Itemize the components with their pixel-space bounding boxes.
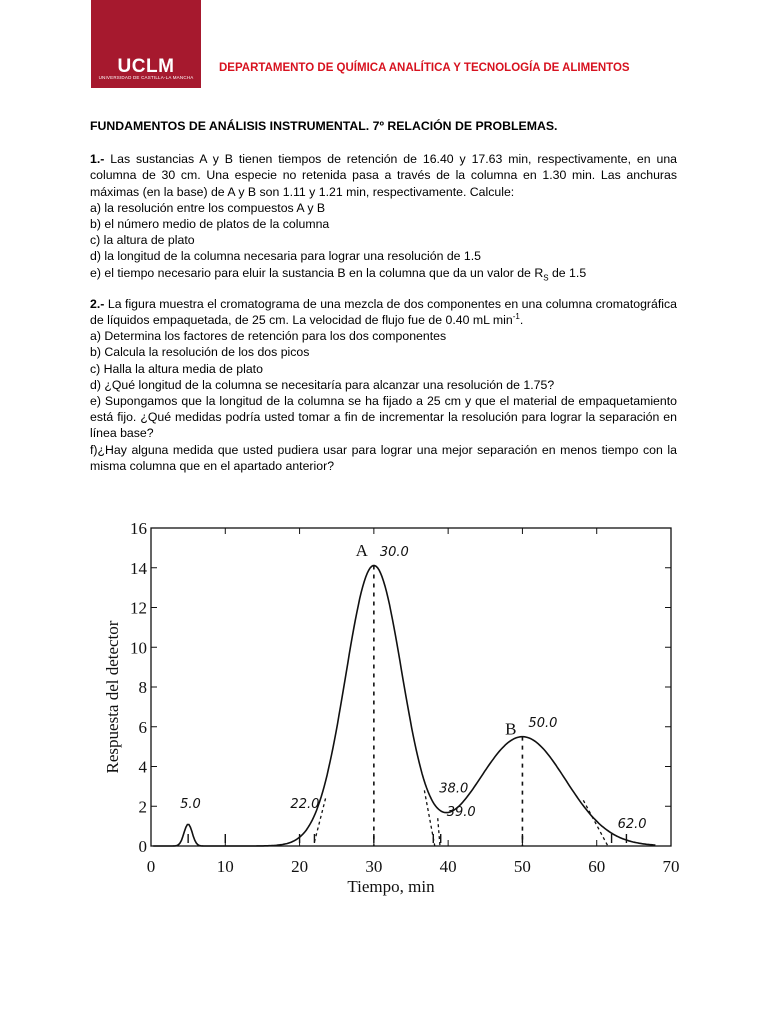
y-tick-label: 0	[138, 837, 147, 856]
chromatogram-chart	[96, 510, 696, 900]
problem-1-item-d: d) la longitud de la columna necesaria para lograr una resolución de 1.5	[90, 249, 482, 264]
problem-2-item-d: d) ¿Qué longitud de la columna se necesitaría para alcanzar una resolución de 1.75?	[90, 377, 555, 392]
peak-annotation: 38.0	[439, 781, 469, 797]
logo-subtext: UNIVERSIDAD DE CASTILLA-LA MANCHA	[98, 75, 194, 80]
peak-annotation: 39.0	[446, 805, 476, 821]
peak-annotation: 50.0	[528, 715, 558, 731]
document-body	[90, 118, 677, 474]
y-tick-label: 8	[138, 678, 147, 697]
y-axis-title: Respuesta del detector	[103, 620, 122, 774]
x-tick-label: 10	[216, 857, 234, 876]
problem-2-item-c: c) Halla la altura media de plato	[90, 361, 263, 376]
y-tick-label: 10	[130, 638, 147, 658]
signal-trace	[153, 566, 655, 846]
problem-2-item-f: f)¿Hay alguna medida que usted pudiera usar para lograr una mejor separación en menos tiempo con la misma columna que en el apartado anterior?	[90, 442, 677, 473]
tangent-line	[438, 818, 440, 846]
tangent-line	[583, 800, 608, 846]
department-title: DEPARTAMENTO DE QUÍMICA ANALÍTICA Y TECNOLOGÍA DE ALIMENTOS	[219, 62, 630, 74]
chromatogram-figure	[96, 510, 696, 900]
problem-1-item-b: b) el número medio de platos de la columna	[90, 217, 330, 232]
y-tick-label: 6	[138, 717, 147, 737]
peak-letter: A	[355, 540, 368, 560]
y-tick-label: 12	[130, 598, 147, 618]
plot-frame	[151, 528, 671, 846]
problem-1-item-a: a) la resolución entre los compuestos A y B	[90, 200, 326, 215]
problem-2-item-e: e) Supongamos que la longitud de la columna se ha fijado a 25 cm y que el material de empaquetamiento está fijo. ¿Qué medidas podría usted tomar a fin de incrementar la resolución para lograr la separación en línea base?	[90, 394, 677, 441]
problem-1-number: 1.-	[90, 152, 105, 167]
y-tick-label: 16	[130, 519, 147, 538]
x-tick-label: 60	[588, 857, 606, 876]
peak-annotation: 30.0	[379, 544, 409, 560]
x-tick-label: 40	[439, 857, 457, 876]
x-axis-title: Tiempo, min	[347, 877, 435, 896]
x-tick-label: 20	[291, 857, 309, 876]
problem-1-item-e: e) el tiempo necesario para eluir la sustancia B en la columna que da un valor de $R_S$ de 1.5	[90, 265, 587, 283]
y-tick-label: 4	[138, 757, 147, 777]
problem-2-item-b: b) Calcula la resolución de los dos picos	[90, 345, 310, 360]
peak-annotation: 22.0	[290, 797, 320, 813]
university-logo	[91, 0, 201, 88]
y-tick-label: 2	[138, 797, 147, 817]
x-tick-label: 50	[513, 857, 531, 876]
problem-2-intro: 2.- La figura muestra el cromatograma de una mezcla de dos componentes en una columna cromatográfica de líquidos empaquetada, de 25 cm. La velocidad de flujo fue de 0.40 mL $\min^{-1}$.	[90, 296, 677, 328]
y-tick-label: 14	[130, 558, 147, 578]
document-title: FUNDAMENTOS DE ANÁLISIS INSTRUMENTAL. 7º RELACIÓN DE PROBLEMAS.	[90, 119, 558, 133]
problem-2-item-a: a) Determina los factores de retención para los dos componentes	[90, 329, 447, 344]
problem-1-item-c: c) la altura de plato	[90, 233, 195, 248]
x-tick-label: 0	[146, 857, 156, 876]
problem-2-number: 2.-	[90, 296, 105, 311]
problem-1-intro: 1.- Las sustancias A y B tienen tiempos de retención de 16.40 y 17.63 min, respectivamente, en una columna de 30 cm. Una especie no retenida pasa a través de la columna en 1.30 min. Las anchuras máximas (en la base) de A y B son 1.11 y 1.21 min, respectivamente. Calcule:	[90, 152, 677, 199]
logo-text: UCLM	[117, 56, 175, 77]
peak-letter: B	[505, 719, 517, 739]
x-tick-label: 30	[365, 857, 383, 876]
x-tick-label: 70	[662, 857, 680, 876]
peak-annotation: 5.0	[180, 797, 201, 813]
peak-annotation: 62.0	[617, 817, 647, 833]
